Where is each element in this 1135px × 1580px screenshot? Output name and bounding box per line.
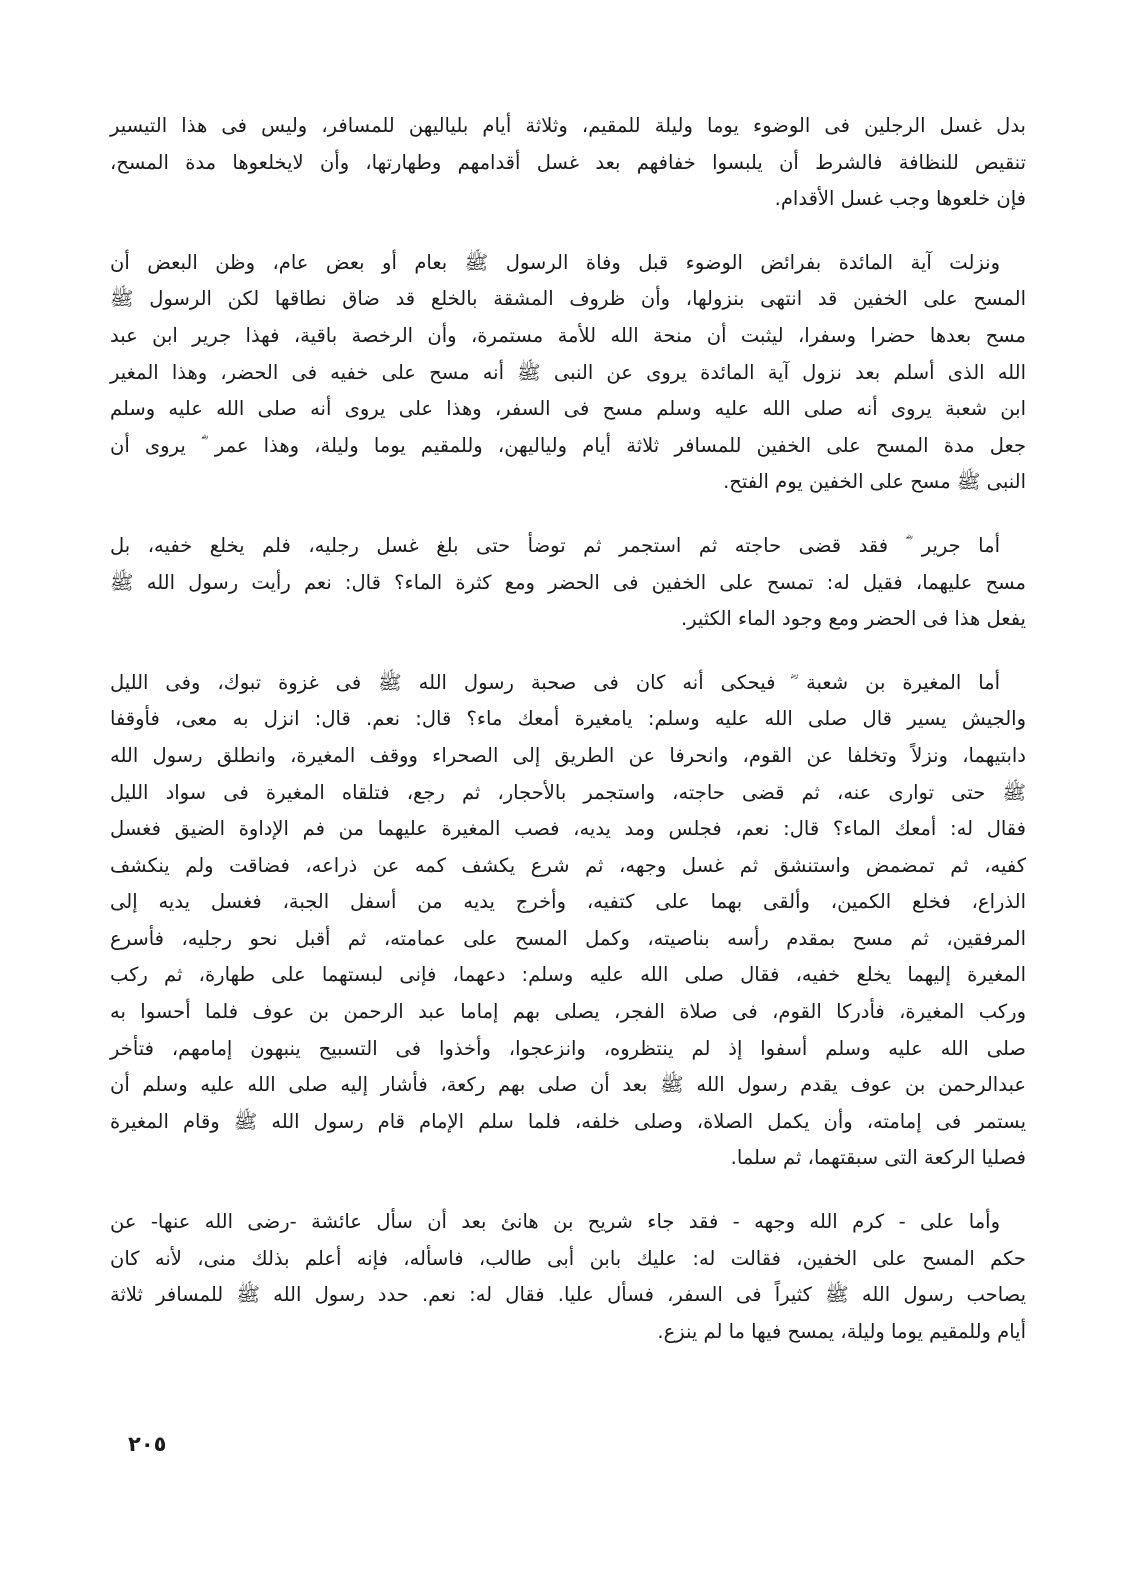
text-line: ﷺ حتى توارى عنه، ثم قضى حاجته، واستجمر بالأحجار، ثم رجع، فتلقاه المغيرة فى سواد الليل — [110, 780, 1026, 804]
text-line: عبدالرحمن بن عوف يقدم رسول الله ﷺ بعد أن صلى بهم ركعة، فأشار إليه صلى الله عليه وسلم أن — [110, 1073, 1026, 1097]
text-line: حكم المسح على الخفين، فقالت له: عليك بابن أبى طالب، فاسأله، فإنه أعلم بذلك منى، لأنه كان — [110, 1246, 1026, 1270]
paragraph — [110, 1204, 1026, 1350]
text-line: فإن خلعوها وجب غسل الأقدام. — [774, 187, 1026, 211]
page-body-text — [110, 108, 1026, 1377]
text-line: الله الذى أسلم بعد نزول آية المائدة يروى عن النبى ﷺ أنه مسح على خفيه فى الحضر، وهذا المغير — [110, 360, 1026, 384]
text-line: وأما على - كرم الله وجهه - فقد جاء شريح بن هانئ بعد أن سأل عائشة -رضى الله عنها- عن — [110, 1210, 1000, 1234]
text-line: دابتيهما، ونزلاً وتخلفا عن القوم، وانحرفا عن الطريق إلى الصحراء ووقف المغيرة، وانطلق رسول الله — [110, 743, 1026, 767]
text-line: مسح عليهما، فقيل له: تمسح على الخفين فى الحضر ومع كثرة الماء؟ قال: نعم رأيت رسول الله ﷺ — [110, 570, 1026, 594]
text-line: والجيش يسير قال صلى الله عليه وسلم: يامغيرة أمعك ماء؟ قال: نعم. قال: انزل به معى، فأوقفا — [110, 707, 1026, 731]
text-line: مسح بعدها حضرا وسفرا، ليثبت أن منحة الله للأمة مستمرة، وأن الرخصة باقية، فهذا جرير ابن عبد — [110, 323, 1026, 347]
text-line: صلى الله عليه وسلم أسفوا إذ لم ينتظروه، وانزعجوا، وأخذوا فى التسبيح ينبهون إمامهم، فتأخر — [110, 1036, 1026, 1060]
text-line: النبى ﷺ مسح على الخفين يوم الفتح. — [723, 470, 1026, 494]
text-line: يستمر فى إمامته، وأن يكمل الصلاة، وصلى خلفه، فلما سلم الإمام قام رسول الله ﷺ وقام المغيرة — [110, 1109, 1026, 1133]
paragraph — [110, 665, 1026, 1177]
paragraph — [110, 245, 1026, 501]
page-number: ٢٠٥ — [128, 1432, 167, 1456]
text-line: وركب المغيرة، فأدركا القوم، فى صلاة الفجر، يصلى بهم إماما عبد الرحمن بن عوف فلما أحسوا به — [110, 1000, 1026, 1024]
text-line: المرفقين، ثم مسح بمقدم رأسه بناصيته، وكمل المسح على عمامته، ثم أقبل نحو رجليه، فأسرع — [110, 926, 1026, 950]
text-line: فصليا الركعة التى سبقتهما، ثم سلما. — [730, 1146, 1026, 1170]
text-line: فقال له: أمعك الماء؟ قال: نعم، فجلس ومد يديه، فصب المغيرة عليهما من فم الإداوة الضيق فغسل — [110, 817, 1026, 841]
text-line: أيام وللمقيم يوما وليلة، يمسح فيها ما لم ينزع. — [657, 1319, 1026, 1343]
text-line: المسح على الخفين قد انتهى بنزولها، وأن ظروف المشقة بالخلع قد ضاق نطاقها لكن الرسول ﷺ — [110, 287, 1026, 311]
text-line: يفعل هذا فى الحضر ومع وجود الماء الكثير. — [680, 607, 1026, 631]
text-line: الذراع، فخلع الكمين، وألقى بهما على كتفيه، وأخرج يديه من أسفل الجبة، فغسل يديه إلى — [110, 890, 1026, 914]
text-line: كفيه، ثم تمضمض واستنشق ثم غسل وجهه، ثم شرع يكشف كمه عن ذراعه، فضاقت ولم ينكشف — [110, 853, 1026, 877]
text-line: جعل مدة المسح على الخفين للمسافر ثلاثة أيام ولياليهن، وللمقيم يوما وليلة، وهذا عمر ؓ يروى أن — [110, 433, 1026, 457]
text-line: المغيرة إليهما يخلع خفيه، فقال صلى الله عليه وسلم: دعهما، فإنى لبستهما على طهارة، ثم ركب — [110, 963, 1026, 987]
text-line: تنقيص للنظافة فالشرط أن يلبسوا خفافهم بعد غسل أقدامهم وطهارتها، وأن لايخلعوها مدة المسح، — [110, 150, 1026, 174]
paragraph — [110, 108, 1026, 218]
text-line: أما جرير ؓ فقد قضى حاجته ثم استجمر ثم توضأ حتى بلغ غسل رجليه، فلم يخلع خفيه، بل — [110, 533, 1000, 557]
text-line: ونزلت آية المائدة بفرائض الوضوء قبل وفاة الرسول ﷺ بعام أو بعض عام، وظن البعض أن — [110, 250, 1000, 274]
text-line: أما المغيرة بن شعبة ؓ فيحكى أنه كان فى صحبة رسول الله ﷺ فى غزوة تبوك، وفى الليل — [110, 670, 1000, 694]
text-line: ابن شعبة يروى أنه صلى الله عليه وسلم مسح فى السفر، وهذا على يروى أنه صلى الله عليه وسلم — [110, 397, 1026, 421]
text-line: بدل غسل الرجلين فى الوضوء يوما وليلة للمقيم، وثلاثة أيام بلياليهن للمسافر، وليس فى هذا التيسير — [110, 114, 1026, 137]
text-line: يصاحب رسول الله ﷺ كثيراً فى السفر، فسأل عليا. فقال له: نعم. حدد رسول الله ﷺ للمسافر ثلاثة — [110, 1283, 1026, 1307]
paragraph — [110, 528, 1026, 638]
